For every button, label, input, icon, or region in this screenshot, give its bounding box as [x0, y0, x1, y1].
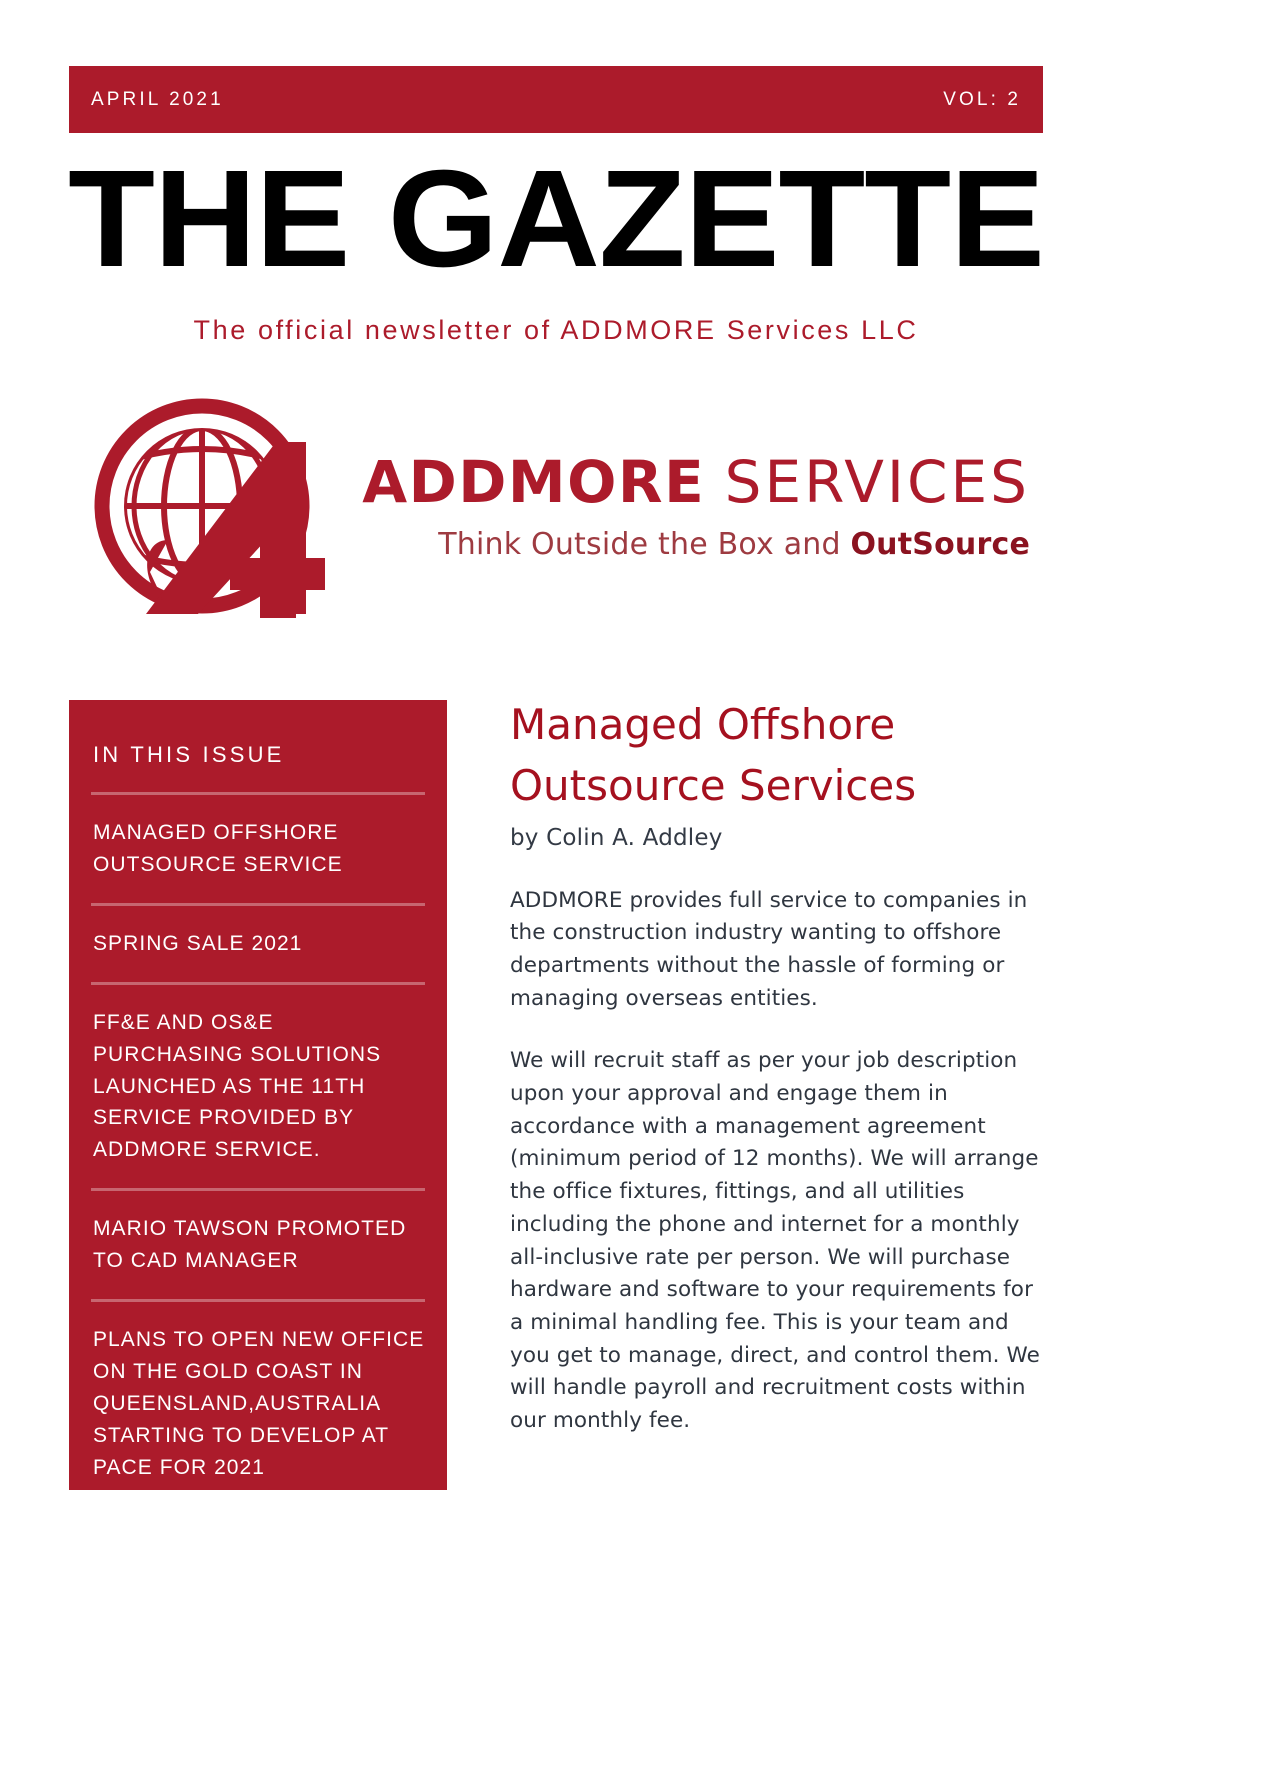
- in-this-issue-panel: [69, 700, 447, 1490]
- sidebar-item-spring-sale[interactable]: SPRING SALE 2021: [93, 931, 303, 955]
- article-byline: by Colin A. Addley: [510, 824, 723, 851]
- lead-article: [510, 695, 1045, 1468]
- issue-volume: VOL: 2: [943, 88, 1021, 110]
- brand-name-primary: ADDMORE: [362, 448, 706, 516]
- sidebar-item-ffe-purchasing[interactable]: FF&E AND OS&E PURCHASING SOLUTIONS LAUNCHED AS THE 11TH SERVICE PROVIDED BY ADDMORE SERVICE.: [93, 1010, 382, 1162]
- sidebar-item-mario-tawson[interactable]: MARIO TAWSON PROMOTED TO CAD MANAGER: [93, 1217, 407, 1273]
- brand-name-secondary: SERVICES: [724, 448, 1030, 516]
- article-paragraph: We will recruit staff as per your job description upon your approval and engage them in accordance with a management agreement (minimum period of 12 months). We will arrange the office fixtures, fittings, and all utilities including the phone and internet for a monthly all-inclusive rate per person. We will purchase hardware and software to your requirements for a minimal handling fee. This is your team and you get to manage, direct, and control them. We will handle payroll and recruitment costs within our monthly fee.: [510, 1048, 1040, 1433]
- sidebar-item-managed-offshore[interactable]: MANAGED OFFSHORE OUTSOURCE SERVICE: [93, 821, 343, 876]
- article-paragraph: ADDMORE provides full service to companies in the construction industry wanting to offshore departments without the hassle of forming or managing overseas entities.: [510, 887, 1028, 1011]
- page-title: THE GAZETTE: [68, 142, 1044, 296]
- article-headline: Managed Offshore Outsource Services: [510, 700, 917, 810]
- issue-date: APRIL 2021: [91, 88, 224, 110]
- brand-tagline: [362, 527, 1030, 562]
- tagline-text: Think Outside the Box and: [438, 526, 851, 562]
- brand-lockup: [90, 390, 1030, 620]
- brand-wordmark: [362, 448, 1030, 562]
- masthead-bar: [69, 66, 1043, 133]
- tagline-emphasis: OutSource: [850, 526, 1030, 562]
- page-subtitle: The official newsletter of ADDMORE Services LLC: [193, 315, 919, 345]
- sidebar-item-gold-coast-office[interactable]: PLANS TO OPEN NEW OFFICE ON THE GOLD COAST IN QUEENSLAND,AUSTRALIA STARTING TO DEVELOP AT PACE FOR 2021: [93, 1328, 425, 1479]
- sidebar-heading: IN THIS ISSUE: [93, 742, 285, 767]
- addmore-globe-a-plus-logo-icon: [90, 390, 325, 618]
